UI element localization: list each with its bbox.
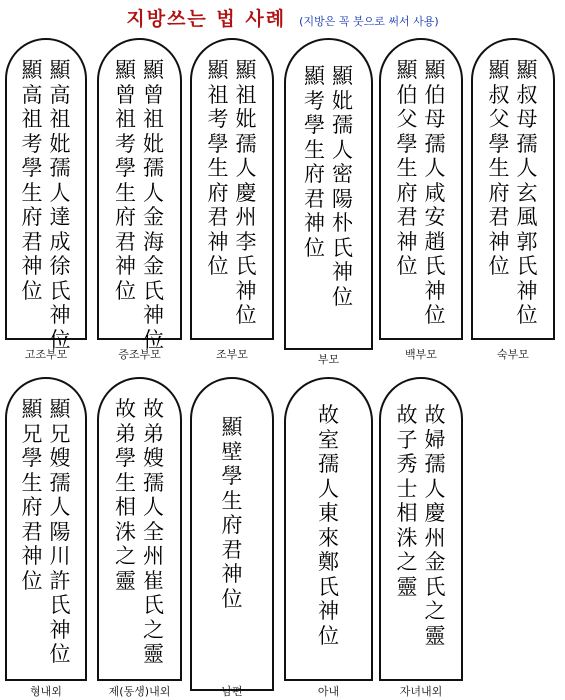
tablet-character: 府 (21, 205, 43, 229)
tablet-character: 朴 (332, 211, 353, 235)
tablet-column (48, 397, 72, 667)
tablet-character: 學 (304, 113, 325, 137)
tablet-character: 氏 (424, 254, 446, 278)
tablet-character: 孺 (318, 452, 339, 476)
tablet-character: 祖 (21, 107, 43, 131)
tablet-character: 海 (143, 229, 164, 254)
tablet-column (395, 58, 419, 328)
tablet-character: 位 (488, 254, 510, 278)
tablet-character: 兄 (49, 421, 71, 446)
tablet-character: 生 (221, 488, 243, 513)
tablet-character: 位 (49, 642, 71, 666)
tablet-character: 位 (516, 303, 538, 327)
tablet-character: 學 (21, 446, 43, 470)
tablet-character: 叔 (488, 82, 510, 107)
tablet-columns (286, 64, 371, 309)
tablet-columns (99, 397, 180, 667)
tablet-character: 祖 (143, 107, 164, 131)
tablet-character: 東 (318, 501, 339, 525)
tablet-character: 神 (396, 229, 418, 254)
tablet-character: 孺 (49, 156, 71, 180)
tablet-character: 學 (488, 131, 510, 156)
tablet-character: 氏 (516, 254, 538, 278)
tablet-character: 位 (21, 568, 43, 593)
tablet-character: 生 (396, 156, 418, 180)
tablet-character: 靈 (143, 642, 164, 666)
tablet-character: 君 (396, 205, 418, 229)
tablet-character: 之 (424, 599, 446, 623)
tablet-character: 神 (21, 544, 43, 568)
tablet (5, 377, 87, 681)
tablet-character: 人 (235, 156, 257, 180)
tablet-character: 顯 (21, 397, 43, 421)
tablet-column (48, 58, 72, 352)
tablet-columns (473, 58, 553, 328)
tablet-character: 顯 (516, 58, 538, 82)
tablet-character: 嫂 (143, 446, 164, 470)
tablet-character: 神 (332, 260, 353, 284)
tablet-character: 君 (21, 229, 43, 254)
tablet-character: 顯 (49, 58, 71, 82)
tablet-character: 人 (143, 180, 164, 205)
tablet-caption: 자녀내외 (399, 685, 443, 698)
tablet-character: 學 (207, 131, 229, 156)
tablet-character: 祖 (235, 82, 257, 107)
tablet-character: 玄 (516, 180, 538, 205)
tablet-character: 母 (424, 107, 446, 131)
tablet-character: 神 (424, 278, 446, 303)
tablet-columns (99, 58, 180, 352)
tablet-character: 位 (221, 586, 243, 611)
tablet-character: 府 (115, 205, 136, 229)
tablet-caption: 증조부모 (118, 348, 161, 361)
tablet-column (317, 403, 341, 648)
tablet (379, 377, 463, 681)
tablet-character: 氏 (235, 254, 257, 278)
tablet-character: 弟 (115, 421, 136, 446)
tablet-character: 故 (318, 403, 339, 427)
tablet-character: 君 (207, 205, 229, 229)
tablet-character: 人 (318, 476, 339, 501)
tablet-character: 孺 (143, 156, 164, 180)
tablet-character: 孺 (424, 131, 446, 156)
tablet-character: 生 (304, 137, 325, 162)
tablet-character: 相 (115, 495, 136, 519)
tablet-character: 位 (424, 303, 446, 327)
tablet-column (220, 415, 244, 611)
tablet-character: 考 (115, 131, 136, 156)
tablet-character: 州 (424, 525, 446, 550)
tablet-character: 位 (115, 278, 136, 303)
tablet-character: 全 (143, 519, 164, 544)
tablet-character: 氏 (332, 235, 353, 260)
tablet-character: 伯 (424, 82, 446, 107)
tablet-character: 君 (21, 519, 43, 544)
tablet-character: 高 (49, 82, 71, 107)
tablet-character: 生 (207, 156, 229, 180)
tablet-columns (381, 403, 461, 648)
tablet-character: 鄭 (318, 550, 339, 574)
tablet-character: 弟 (143, 421, 164, 446)
page-title-row (0, 4, 565, 31)
tablet-column (142, 58, 166, 352)
tablet-character: 金 (424, 550, 446, 574)
tablet-character: 顯 (488, 58, 510, 82)
tablet (190, 38, 274, 340)
tablet-character: 生 (115, 180, 136, 205)
tablet-character: 密 (332, 162, 353, 186)
tablet-character: 曾 (115, 82, 136, 107)
tablet-character: 故 (424, 403, 446, 427)
tablet-caption: 고조부모 (24, 348, 68, 361)
tablet-caption: 형내외 (30, 685, 62, 698)
tablet-character: 人 (49, 180, 71, 205)
tablet-character: 州 (143, 544, 164, 568)
tablet-character: 顯 (143, 58, 164, 82)
tablet-character: 神 (235, 278, 257, 303)
tablet-character: 位 (21, 278, 43, 303)
tablet-character: 考 (207, 107, 229, 131)
tablet-character: 祖 (49, 107, 71, 131)
tablet-character: 位 (332, 284, 353, 309)
tablet-character: 學 (221, 464, 243, 488)
tablet-character: 曾 (143, 82, 164, 107)
tablet-character: 之 (115, 544, 136, 568)
tablet-character: 靈 (424, 623, 446, 648)
tablet-character: 郭 (516, 229, 538, 254)
tablet-character: 妣 (143, 131, 164, 156)
tablet-character: 父 (488, 107, 510, 131)
tablet-character: 考 (21, 131, 43, 156)
tablet-character: 來 (318, 525, 339, 550)
tablet-character: 人 (143, 495, 164, 519)
tablet-character: 學 (115, 446, 136, 470)
tablet-character: 祖 (115, 107, 136, 131)
tablet-column (234, 58, 258, 328)
tablet-character: 神 (516, 278, 538, 303)
tablet-character: 靈 (115, 568, 136, 593)
tablet-character: 神 (318, 599, 339, 623)
tablet-caption: 제(동생)내외 (108, 685, 171, 698)
tablet-character: 靈 (396, 574, 418, 599)
tablet-character: 神 (49, 617, 71, 642)
tablet (379, 38, 463, 340)
tablet-character: 金 (143, 205, 164, 229)
tablet-character: 孺 (516, 131, 538, 156)
tablet-character: 位 (49, 327, 71, 352)
tablet (97, 38, 182, 352)
tablet-character: 位 (304, 235, 325, 260)
tablet-character: 府 (207, 180, 229, 205)
tablet-character: 趙 (424, 229, 446, 254)
tablet-character: 府 (488, 180, 510, 205)
tablet-character: 孺 (235, 131, 257, 156)
tablet-character: 位 (143, 327, 164, 352)
tablet-character: 故 (143, 397, 164, 421)
tablet-character: 府 (304, 162, 325, 186)
tablet-character: 故 (115, 397, 136, 421)
tablet-character: 君 (304, 186, 325, 211)
tablet-character: 神 (207, 229, 229, 254)
tablet-character: 顯 (49, 397, 71, 421)
tablet-character: 神 (49, 303, 71, 327)
tablet-caption: 조부모 (216, 348, 248, 361)
tablet-character: 氏 (49, 593, 71, 617)
tablet-character: 徐 (49, 254, 71, 278)
tablet-character: 洙 (396, 525, 418, 550)
tablet-character: 妣 (235, 107, 257, 131)
tablet-caption: 아내 (317, 685, 340, 698)
page-note: (지방은 꼭 붓으로 써서 사용) (299, 15, 439, 28)
tablet-character: 慶 (424, 501, 446, 525)
tablet-character: 孺 (143, 470, 164, 495)
tablet-character: 妣 (49, 131, 71, 156)
tablet-character: 生 (115, 470, 136, 495)
tablet-character: 人 (424, 156, 446, 180)
tablet-character: 神 (221, 562, 243, 586)
tablet-character: 人 (332, 137, 353, 162)
tablet-column (331, 64, 355, 309)
tablet-character: 生 (488, 156, 510, 180)
tablet (284, 377, 373, 681)
tablet-character: 之 (396, 550, 418, 574)
tablet-character: 婦 (424, 427, 446, 452)
tablet-character: 故 (396, 403, 418, 427)
tablet-columns (7, 397, 85, 667)
tablet-column (114, 58, 138, 352)
tablet-caption: 숙부모 (497, 348, 529, 361)
tablet-character: 神 (115, 254, 136, 278)
tablet-character: 川 (49, 544, 71, 568)
tablet-character: 府 (221, 513, 243, 537)
tablet-character: 崔 (143, 568, 164, 593)
tablet-columns (381, 58, 461, 328)
tablet-character: 顯 (424, 58, 446, 82)
tablet-character: 父 (396, 107, 418, 131)
tablet-column (487, 58, 511, 328)
tablet-character: 君 (488, 205, 510, 229)
tablet-character: 氏 (49, 278, 71, 303)
tablet-character: 生 (21, 180, 43, 205)
tablet-character: 成 (49, 229, 71, 254)
tablet-character: 伯 (396, 82, 418, 107)
tablet-column (423, 403, 447, 648)
tablet-character: 安 (424, 205, 446, 229)
tablet-character: 壁 (221, 439, 243, 464)
page-title: 지방쓰는 법 사례 (126, 8, 287, 30)
tablet-character: 顯 (221, 415, 243, 439)
tablet-character: 嫂 (49, 446, 71, 470)
tablet-character: 顯 (396, 58, 418, 82)
tablet-character: 孺 (49, 470, 71, 495)
tablet-character: 妣 (332, 88, 353, 113)
tablet-caption: 부모 (317, 353, 340, 366)
tablet-column (303, 64, 327, 309)
tablet-character: 府 (396, 180, 418, 205)
tablet-character: 咸 (424, 180, 446, 205)
tablet-character: 州 (235, 205, 257, 229)
tablet-character: 達 (49, 205, 71, 229)
tablet (284, 38, 373, 350)
tablet-column (206, 58, 230, 328)
tablet-character: 兄 (21, 421, 43, 446)
tablet (471, 38, 555, 340)
tablet-character: 慶 (235, 180, 257, 205)
tablet-character: 士 (396, 476, 418, 501)
tablet-character: 李 (235, 229, 257, 254)
tablet-character: 母 (516, 107, 538, 131)
tablet-character: 祖 (207, 82, 229, 107)
tablet-character: 陽 (49, 519, 71, 544)
tablet-column (395, 403, 419, 648)
tablet-character: 顯 (207, 58, 229, 82)
tablet-character: 神 (488, 229, 510, 254)
tablet-character: 許 (49, 568, 71, 593)
tablet-character: 子 (396, 427, 418, 452)
tablet-character: 學 (396, 131, 418, 156)
tablet-character: 考 (304, 88, 325, 113)
tablet-character: 位 (318, 623, 339, 648)
tablet-column (20, 58, 44, 352)
tablet-character: 洙 (115, 519, 136, 544)
tablet-columns (192, 415, 272, 611)
tablet-character: 府 (21, 495, 43, 519)
tablet-column (515, 58, 539, 328)
tablet-character: 學 (21, 156, 43, 180)
tablet (97, 377, 182, 681)
tablet-character: 氏 (143, 278, 164, 303)
tablet-character: 氏 (424, 574, 446, 599)
tablet-column (114, 397, 138, 667)
tablet-caption: 남편 (221, 685, 243, 698)
tablet-column (20, 397, 44, 667)
tablet-character: 學 (115, 156, 136, 180)
tablet-character: 陽 (332, 186, 353, 211)
tablet-character: 相 (396, 501, 418, 525)
tablet-character: 神 (143, 303, 164, 327)
tablet-character: 人 (49, 495, 71, 519)
tablet-character: 君 (115, 229, 136, 254)
tablet-character: 人 (424, 476, 446, 501)
tablet (190, 377, 274, 691)
tablet-column (423, 58, 447, 328)
tablet-character: 君 (221, 537, 243, 562)
tablet-character: 人 (516, 156, 538, 180)
tablet-character: 位 (235, 303, 257, 327)
tablet-character: 秀 (396, 452, 418, 476)
tablet-caption: 백부모 (405, 348, 437, 361)
tablet-character: 顯 (235, 58, 257, 82)
tablet-character: 位 (396, 254, 418, 278)
tablet-character: 孺 (332, 113, 353, 137)
tablet-character: 神 (21, 254, 43, 278)
tablet-character: 顯 (21, 58, 43, 82)
tablet-character: 生 (21, 470, 43, 495)
tablet-character: 金 (143, 254, 164, 278)
tablet-character: 顯 (332, 64, 353, 88)
tablet-column (142, 397, 166, 667)
tablet-character: 位 (207, 254, 229, 278)
tablet-character: 顯 (304, 64, 325, 88)
tablet-character: 之 (143, 617, 164, 642)
tablet-columns (192, 58, 272, 328)
tablet-character: 氏 (318, 574, 339, 599)
tablet-character: 顯 (115, 58, 136, 82)
tablet-character: 高 (21, 82, 43, 107)
tablet-columns (286, 403, 371, 648)
tablet-character: 風 (516, 205, 538, 229)
tablet-character: 叔 (516, 82, 538, 107)
tablet-character: 室 (318, 427, 339, 452)
tablet (5, 38, 87, 352)
tablet-character: 氏 (143, 593, 164, 617)
tablet-columns (7, 58, 85, 352)
tablet-character: 神 (304, 211, 325, 235)
tablet-character: 孺 (424, 452, 446, 476)
